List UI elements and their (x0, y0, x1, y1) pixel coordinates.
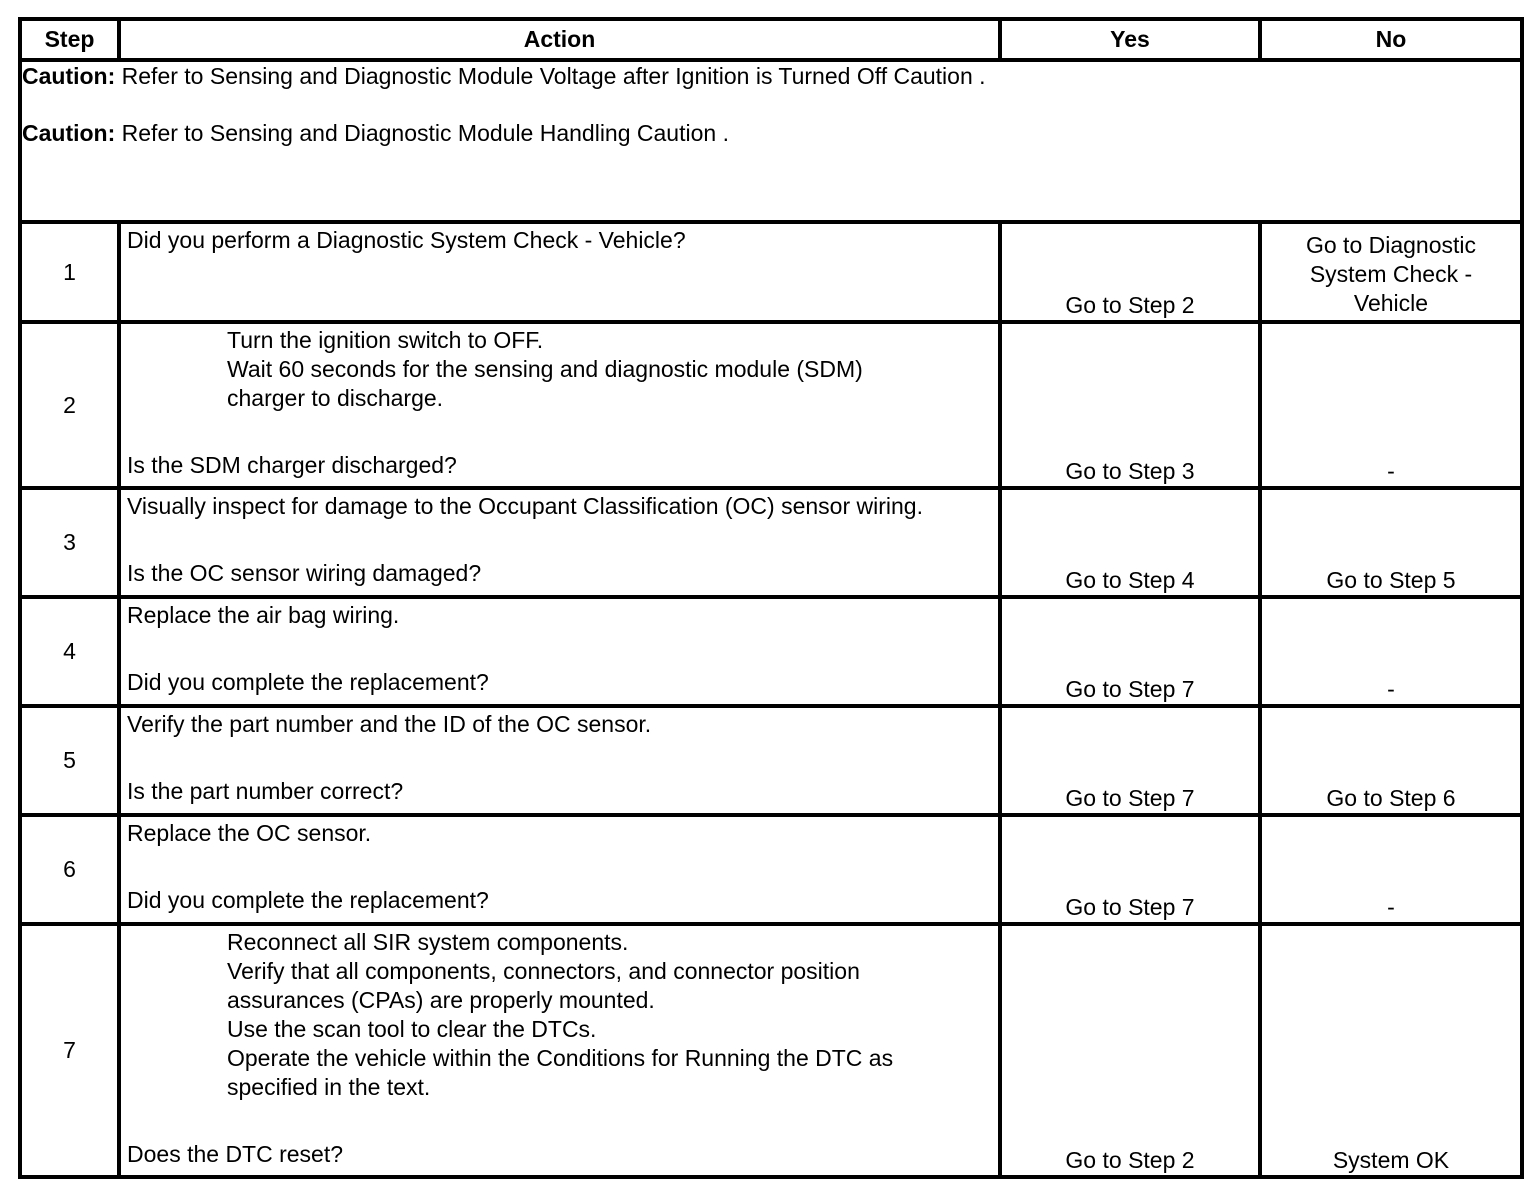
action-instruction: Visually inspect for damage to the Occupant Classification (OC) sensor wiring. (127, 493, 923, 519)
caution-1 (22, 62, 1520, 91)
no-cell: Go to Step 5 (1260, 488, 1522, 597)
no-cell: System OK (1260, 924, 1522, 1177)
action-question: Does the DTC reset? (127, 1141, 344, 1167)
step-row-4 (20, 597, 1522, 706)
action-substeps (127, 326, 992, 413)
no-cell: Go to Step 6 (1260, 706, 1522, 815)
diagnostic-table (18, 17, 1524, 1179)
action-instruction: Verify the part number and the ID of the OC sensor. (127, 711, 652, 737)
action-question: Did you complete the replacement? (127, 669, 489, 695)
step-row-1 (20, 222, 1522, 322)
step-row-3 (20, 488, 1522, 597)
header-action: Action (119, 19, 1000, 60)
action-cell (119, 597, 1000, 706)
caution-label: Caution: (22, 120, 116, 146)
action-instruction: Replace the air bag wiring. (127, 602, 400, 628)
caution-2 (22, 119, 1520, 148)
caution-cell (20, 60, 1522, 222)
no-cell: - (1260, 322, 1522, 488)
substep: Operate the vehicle within the Conditions for Running the DTC as (227, 1045, 894, 1071)
caution-text: Refer to Sensing and Diagnostic Module Voltage after Ignition is Turned Off Caution . (115, 63, 986, 89)
substep: specified in the text. (227, 1074, 431, 1100)
substep: Turn the ignition switch to OFF. (227, 327, 544, 353)
step-number: 5 (20, 706, 119, 815)
action-cell (119, 706, 1000, 815)
substep: Use the scan tool to clear the DTCs. (227, 1016, 597, 1042)
substep: Reconnect all SIR system components. (227, 929, 629, 955)
substep: Verify that all components, connectors, and connector position (227, 958, 860, 984)
step-number: 4 (20, 597, 119, 706)
step-row-6 (20, 815, 1522, 924)
yes-cell: Go to Step 7 (1000, 706, 1260, 815)
no-cell: Go to Diagnostic System Check - Vehicle (1260, 222, 1522, 322)
yes-cell: Go to Step 7 (1000, 597, 1260, 706)
step-row-7 (20, 924, 1522, 1177)
header-step: Step (20, 19, 119, 60)
step-number: 3 (20, 488, 119, 597)
step-number: 6 (20, 815, 119, 924)
substep: charger to discharge. (227, 385, 444, 411)
substep: Wait 60 seconds for the sensing and diagnostic module (SDM) (227, 356, 863, 382)
substep: assurances (CPAs) are properly mounted. (227, 987, 655, 1013)
action-question: Is the SDM charger discharged? (127, 452, 457, 478)
caution-row (20, 60, 1522, 222)
step-number: 1 (20, 222, 119, 322)
action-question: Did you complete the replacement? (127, 887, 489, 913)
step-row-2 (20, 322, 1522, 488)
yes-cell: Go to Step 7 (1000, 815, 1260, 924)
action-cell (119, 815, 1000, 924)
caution-text: Refer to Sensing and Diagnostic Module Handling Caution . (115, 120, 729, 146)
action-question: Did you perform a Diagnostic System Check - Vehicle? (127, 227, 686, 253)
action-substeps (127, 928, 992, 1102)
action-cell (119, 488, 1000, 597)
caution-label: Caution: (22, 63, 116, 89)
yes-cell: Go to Step 4 (1000, 488, 1260, 597)
action-question: Is the part number correct? (127, 778, 404, 804)
action-cell (119, 222, 1000, 322)
header-no: No (1260, 19, 1522, 60)
header-yes: Yes (1000, 19, 1260, 60)
step-number: 2 (20, 322, 119, 488)
yes-cell: Go to Step 2 (1000, 924, 1260, 1177)
action-cell (119, 322, 1000, 488)
step-number: 7 (20, 924, 119, 1177)
yes-cell: Go to Step 3 (1000, 322, 1260, 488)
no-cell: - (1260, 815, 1522, 924)
yes-cell: Go to Step 2 (1000, 222, 1260, 322)
action-question: Is the OC sensor wiring damaged? (127, 560, 482, 586)
header-row (20, 19, 1522, 60)
step-row-5 (20, 706, 1522, 815)
action-cell (119, 924, 1000, 1177)
no-cell: - (1260, 597, 1522, 706)
action-instruction: Replace the OC sensor. (127, 820, 372, 846)
